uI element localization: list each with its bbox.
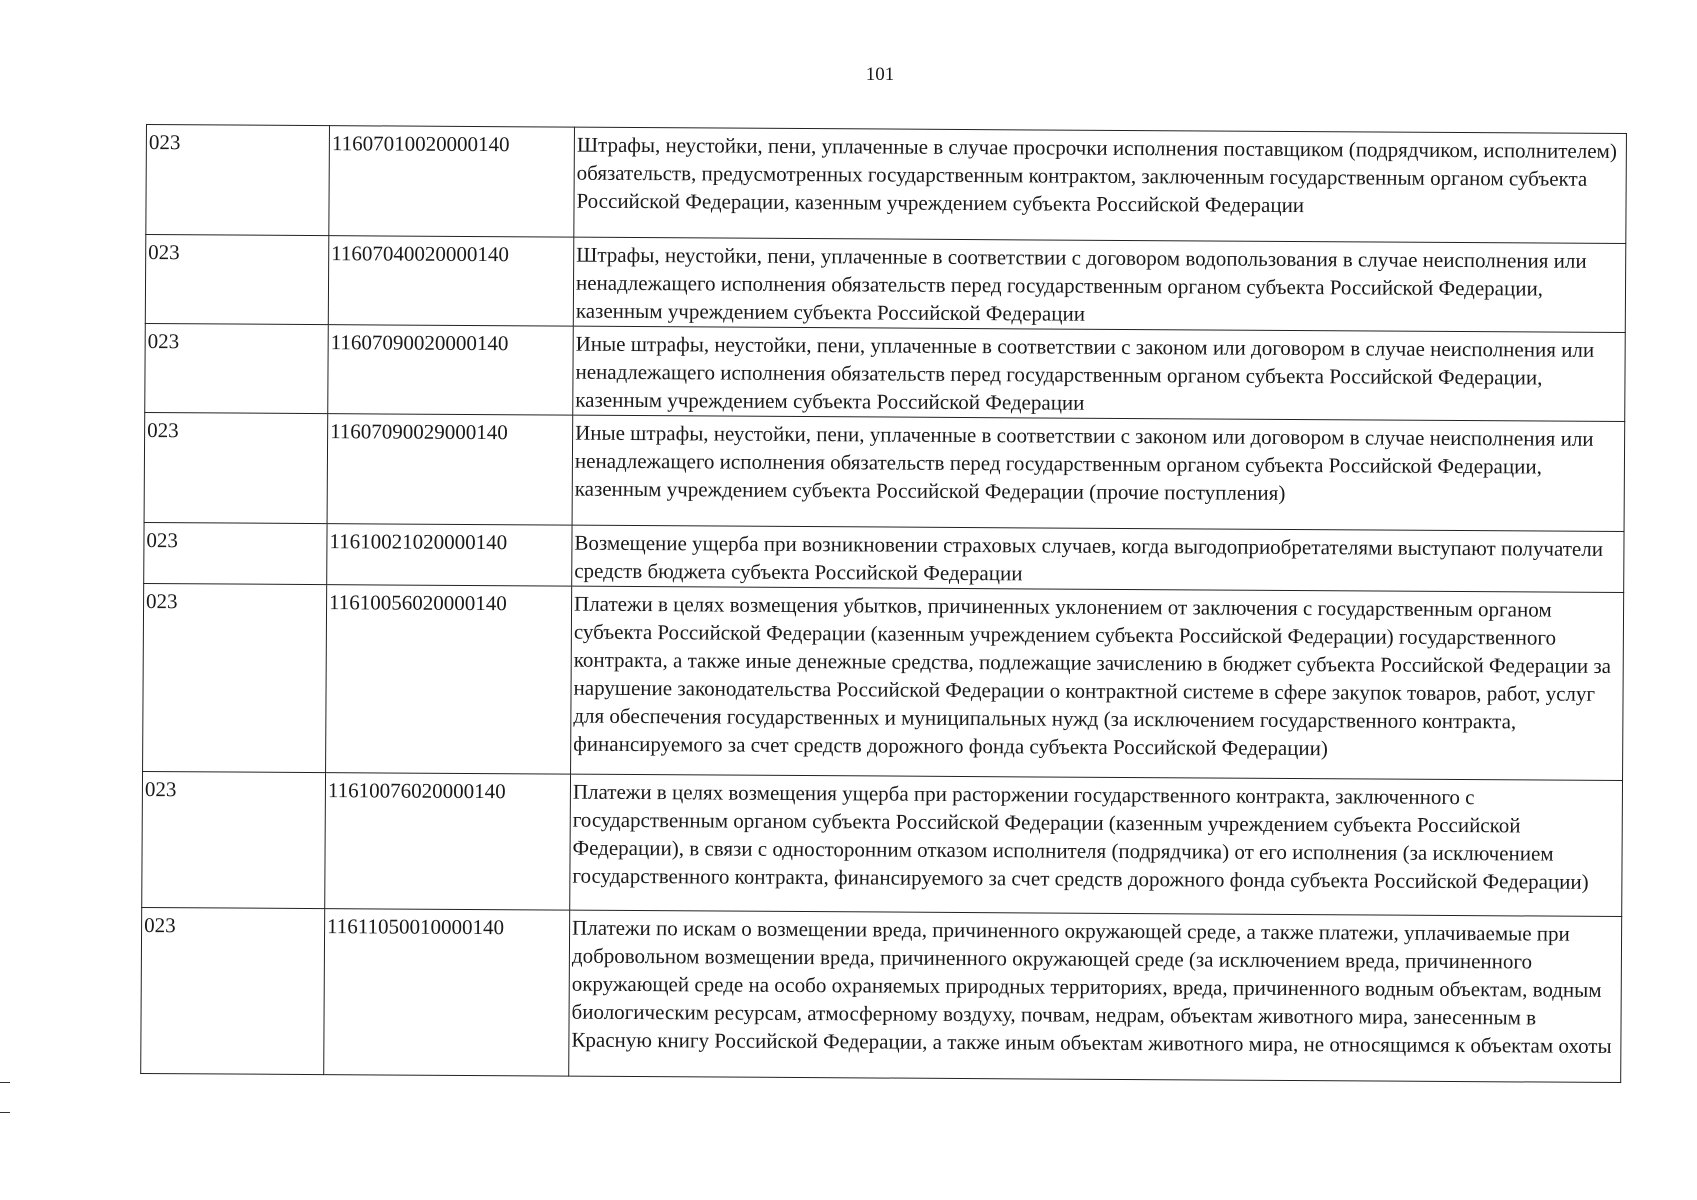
admin-code-cell: 023	[141, 907, 325, 1074]
income-code-cell: 11611050010000140	[324, 909, 570, 1076]
admin-code-cell: 023	[144, 522, 327, 584]
table-row	[142, 771, 1623, 916]
description-cell: Платежи по искам о возмещении вреда, причиненного окружающей среде, а также платежи, уплачиваемые при добровольном возмещении вреда, причиненного окружающей среде (за исключением вреда, причиненного окружающей среде на особо охраняемых природных территориях, вреда, причиненного водным объектам, водным биологическим ресурсам, атмосферному воздуху, почвам, недрам, объектам животного мира, занесенным в Красную книгу Российской Федерации, а также иным объектам животного мира, не относящимся к объектам охоты	[569, 910, 1622, 1082]
scan-margin-mark	[0, 1112, 10, 1113]
table-row	[143, 583, 1624, 780]
income-code-cell: 11607010020000140	[329, 126, 575, 237]
admin-code-cell: 023	[146, 125, 330, 236]
table-row	[145, 235, 1626, 333]
income-code-cell: 11610076020000140	[325, 773, 571, 910]
page-number: 101	[865, 64, 895, 85]
income-code-cell: 11607040020000140	[328, 236, 574, 326]
description-cell: Иные штрафы, неустойки, пени, уплаченные в соответствии с законом или договором в случае неисполнения или ненадлежащего исполнения обязательств перед государственным органом субъекта Российской Федерации, казенным учреждением субъекта Российской Федерации (прочие поступления)	[572, 415, 1625, 531]
table-row	[145, 323, 1626, 421]
table-row	[141, 907, 1622, 1082]
admin-code-cell: 023	[142, 771, 326, 908]
income-code-cell: 11607090020000140	[328, 325, 574, 415]
description-cell: Иные штрафы, неустойки, пени, уплаченные в соответствии с законом или договором в случае неисполнения или ненадлежащего исполнения обязательств перед государственным органом субъекта Российской Федерации, казенным учреждением субъекта Российской Федерации	[573, 326, 1626, 421]
table-row	[144, 412, 1625, 531]
table-row	[144, 522, 1624, 592]
income-code-cell: 11610021020000140	[327, 524, 572, 586]
admin-code-cell: 023	[145, 323, 329, 413]
admin-code-cell: 023	[143, 583, 327, 772]
admin-code-cell: 023	[145, 235, 329, 325]
description-cell: Штрафы, неустойки, пени, уплаченные в соответствии с договором водопользования в случае неисполнения или ненадлежащего исполнения обязательств перед государственным органом субъекта Российской Федерации, казенным учреждением субъекта Российской Федерации	[573, 237, 1626, 332]
description-cell: Платежи в целях возмещения ущерба при расторжении государственного контракта, заключенного с государственным органом субъекта Российской Федерации (казенным учреждением субъекта Российской Федерации), в связи с односторонним отказом исполнителя (подрядчика) от его исполнения (за исключением государственного контракта, финансируемого за счет средств дорожного фонда субъекта Российской Федерации)	[570, 774, 1623, 916]
description-cell: Платежи в целях возмещения убытков, причиненных уклонением от заключения с государственным органом субъекта Российской Федерации (казенным учреждением субъекта Российской Федерации) государственного контракта, а также иные денежные средства, подлежащие зачислению в бюджет субъекта Российской Федерации за нарушение законодательства Российской Федерации о контрактной системе в сфере закупок товаров, работ, услуг для обеспечения государственных и муниципальных нужд (за исключением государственного контракта, финансируемого за счет средств дорожного фонда субъекта Российской Федерации)	[571, 586, 1624, 780]
income-codes-table	[140, 124, 1627, 1083]
description-cell: Возмещение ущерба при возникновении страховых случаев, когда выгодоприобретателями выступают получатели средств бюджета субъекта Российской Федерации	[572, 525, 1624, 592]
income-code-cell: 11607090029000140	[327, 414, 573, 525]
admin-code-cell: 023	[144, 412, 328, 523]
table-row	[146, 125, 1627, 244]
scan-margin-mark	[0, 1082, 10, 1083]
income-code-cell: 11610056020000140	[326, 585, 572, 774]
description-cell: Штрафы, неустойки, пени, уплаченные в случае просрочки исполнения поставщиком (подрядчиком, исполнителем) обязательств, предусмотренных государственным контрактом, заключенным государственным органом субъекта Российской Федерации, казенным учреждением субъекта Российской Федерации	[574, 127, 1627, 243]
